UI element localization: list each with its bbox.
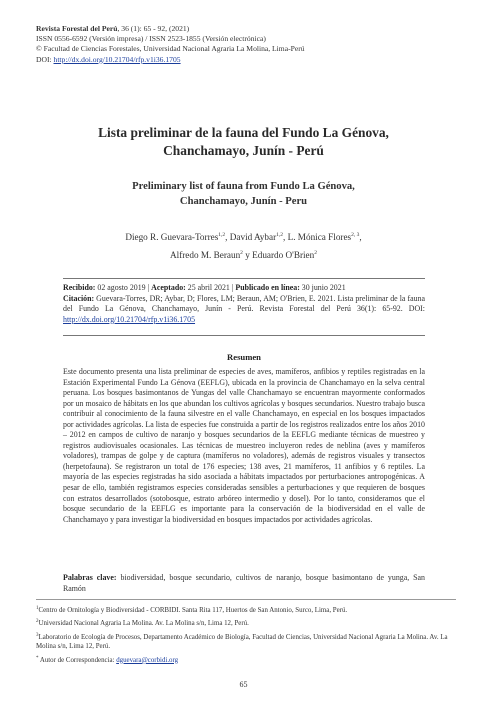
footnote-2	[36, 617, 456, 628]
accepted-date: 25 abril 2021 |	[185, 283, 236, 292]
corresponding-email-link[interactable]: dguevara@corbidi.org	[116, 656, 179, 664]
footnote-2-marker: 2	[36, 619, 39, 625]
citation-label: Citación:	[63, 293, 95, 303]
meta-bottom-divider	[63, 335, 425, 336]
author-aybar-affiliation: 1,2	[276, 232, 283, 238]
journal-issue: , 36 (1): 65 - 92, (2021)	[117, 24, 190, 33]
citation-text: Guevara-Torres, DR; Aybar, D; Flores, LM; Beraun, AM; O'Brien, E. 2021. Lista preliminar de la fauna del Fundo La Génova, Chanchamayo, Junín - Perú. Revista Forestal del Perú 36(1): 65-92. DOI:	[63, 293, 425, 314]
author-aybar: , David Aybar	[225, 232, 277, 242]
keywords-label: Palabras clave:	[63, 573, 117, 582]
author-obrien-affiliation: 2	[314, 249, 317, 256]
doi-label: DOI:	[36, 54, 54, 64]
author-line-1	[36, 228, 451, 246]
article-meta	[63, 283, 425, 325]
citation-block	[63, 294, 425, 326]
title-spanish-line-2: Chanchamayo, Junín - Perú	[163, 142, 324, 158]
footnote-2-text: Universidad Nacional Agraria La Molina. Av. La Molina s/n, Lima 12, Perú.	[38, 620, 249, 628]
title-spanish-line-1: Lista preliminar de la fauna del Fundo La Génova,	[98, 125, 389, 140]
footnote-1	[36, 604, 456, 615]
doi-line	[36, 55, 456, 65]
received-date: 02 agosto 2019 |	[95, 283, 152, 292]
title-english	[36, 180, 451, 209]
keywords-text: biodiversidad, bosque secundario, cultivos de naranjo, bosque basimontano de yunga, San Ramón	[63, 573, 426, 593]
abstract-heading: Resumen	[227, 352, 261, 362]
keywords	[63, 573, 425, 594]
journal-header	[36, 24, 456, 65]
author-flores-affiliation: 2, 3	[351, 232, 360, 238]
author-guevara-affiliation: 1,2	[218, 232, 226, 238]
meta-top-divider	[63, 278, 425, 279]
footnote-4-marker: *	[36, 655, 39, 661]
footnote-4-label: Autor de Correspondencia:	[38, 656, 117, 664]
doi-link[interactable]: http://dx.doi.org/10.21704/rfp.v1i36.1705	[53, 54, 181, 64]
title-english-line-2: Chanchamayo, Junín - Peru	[179, 195, 308, 207]
author-guevara: Diego R. Guevara-Torres	[125, 232, 219, 242]
author-obrien: y Eduardo O'Brien	[242, 249, 315, 260]
author-line-2	[36, 246, 451, 264]
footnote-divider	[36, 599, 456, 600]
page-number: 65	[239, 680, 248, 689]
title-spanish	[36, 124, 451, 159]
abstract-body: Este documento presenta una lista preliminar de especies de aves, mamíferos, anfibios y reptiles registradas en la Estación Experimental Fundo La Génova (EEFLG), ubicada en la provincia de Chanchamayo en la selva central peruana. Los bosques basimontanos de Yungas del valle Chanchamayo se encuentran mayormente conformados por un mosaico de hábitats en los que abundan los cultivos agrícolas y bosques secundarios. Nuestro trabajo busca contribuir al conocimiento de la fauna silvestre en el valle Chanchamayo, en especial en los bosques impactados por actividades agrícolas. La lista de especies fue construida a partir de los registros realizados entre los años 2010 – 2012 en campos de cultivo de naranjo y bosques secundarios de la EEFLG mediante técnicas de muestreo y registros audiovisuales ocasionales. Las técnicas de muestreo incluyeron redes de neblina (aves y mamíferos voladores), trampas de golpe y de captura (mamíferos no voladores), además de registros visuales y transectos (herpetofauna). Se registraron un total de 176 especies; 138 aves, 21 mamíferos, 11 anfibios y 6 reptiles. La mayoría de las especies registradas ha sido asociada a hábitats impactados por perturbaciones antropogénicas. A pesar de ello, también registramos especies consideradas sensibles a perturbaciones y que requieren de bosques con estratos desarrollados (sotobosque, estrato arbóreo intermedio y dosel). Por lo tanto, consideramos que el bosque secundario de la EEFLG es importante para la conservación de la biodiversidad en el valle de Chanchamayo y para investigar la biodiversidad en bosques impactados por actividades agrícolas.	[63, 367, 425, 524]
received-label: Recibido:	[63, 283, 96, 292]
published-label: Publicado en línea:	[235, 283, 300, 292]
published-date: 30 junio 2021	[299, 283, 346, 292]
author-beraun-affiliation: 2	[240, 249, 243, 256]
author-list	[36, 228, 451, 263]
footnote-4	[36, 654, 456, 665]
author-flores: , L. Mónica Flores	[283, 232, 352, 242]
author-beraun: Alfredo M. Beraun	[170, 249, 241, 260]
footnotes	[36, 604, 456, 667]
copyright-line: © Facultad de Ciencias Forestales, Universidad Nacional Agraria La Molina, Lima-Perú	[36, 44, 305, 54]
citation-doi-link[interactable]: http://dx.doi.org/10.21704/rfp.v1i36.1705	[63, 314, 196, 324]
dates-line	[63, 283, 425, 294]
title-english-line-1: Preliminary list of fauna from Fundo La Génova,	[132, 181, 355, 192]
footnote-1-marker: 1	[36, 606, 39, 611]
journal-citation-line	[36, 24, 456, 34]
issn-line: ISSN 0556-6592 (Versión impresa) / ISSN 2523-1855 (Versión electrónica)	[36, 34, 266, 44]
accepted-label: Aceptado:	[151, 283, 186, 292]
journal-name: Revista Forestal del Perú	[36, 24, 118, 33]
footnote-3	[36, 631, 456, 652]
author-separator: ,	[359, 232, 362, 242]
footnote-3-marker: 3	[36, 632, 39, 638]
footnote-3-text: Laboratorio de Ecología de Procesos, Departamento Académico de Biología, Facultad de Ciencias, Universidad Nacional Agraria La Molina. Av. La Molina s/n, Lima 12, Perú.	[36, 633, 448, 651]
footnote-1-text: Centro de Ornitología y Biodiversidad - CORBIDI. Santa Rita 117, Huertos de San Antonio, Surco, Lima, Perú.	[38, 607, 348, 614]
